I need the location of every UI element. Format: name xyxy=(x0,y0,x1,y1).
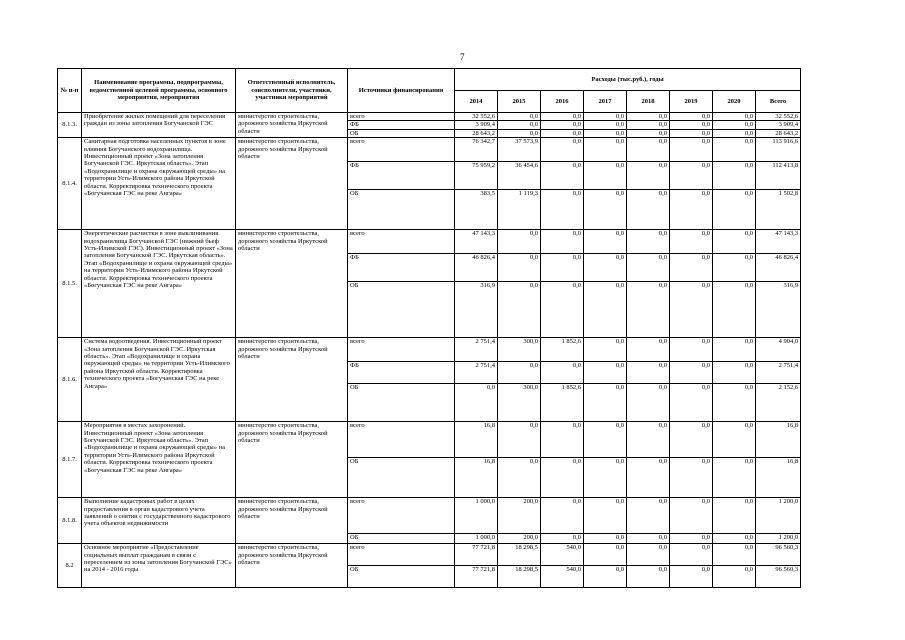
table-row xyxy=(58,230,801,254)
year-value: 1 000,0 xyxy=(455,498,498,534)
year-value: 300,0 xyxy=(498,384,541,422)
row-number: 8.1.4. xyxy=(58,138,82,230)
year-value: 47 143,3 xyxy=(455,230,498,254)
activity-name: Основное мероприятие «Предоставление социальных выплат гражданам в связи с переселением из зоны затопления Богучанской ГЭС» на 2014 - 2016 годы xyxy=(82,544,236,588)
year-value: 0,0 xyxy=(670,566,713,588)
year-value: 316,9 xyxy=(455,282,498,338)
year-value: 300,0 xyxy=(498,338,541,362)
executor: министерство строительства, дорожного хозяйства Иркутской области xyxy=(236,113,348,138)
funding-source: ОБ xyxy=(348,282,455,338)
year-value: 0,0 xyxy=(584,384,627,422)
year-value: 0,0 xyxy=(627,534,670,544)
year-value: 0,0 xyxy=(541,129,584,137)
year-value: 0,0 xyxy=(670,384,713,422)
year-value: 2 751,4 xyxy=(455,362,498,384)
header-year: 2018 xyxy=(627,91,670,113)
year-value: 0,0 xyxy=(584,121,627,129)
year-value: 0,0 xyxy=(627,230,670,254)
funding-source: всего xyxy=(348,422,455,458)
year-value: 0,0 xyxy=(670,544,713,566)
header-year: 2019 xyxy=(670,91,713,113)
header-name: Наименование программы, подпрограммы, ведомственной целевой программы, основного мероприятия, мероприятия xyxy=(82,69,236,113)
header-year: 2020 xyxy=(713,91,756,113)
table-row xyxy=(58,544,801,566)
table-row xyxy=(58,422,801,458)
year-value: 0,0 xyxy=(670,121,713,129)
year-value: 0,0 xyxy=(541,422,584,458)
year-value: 36 454,6 xyxy=(498,162,541,190)
year-value: 0,0 xyxy=(584,362,627,384)
year-value: 0,0 xyxy=(541,138,584,162)
year-value: 1 852,6 xyxy=(541,338,584,362)
year-value: 28 643,2 xyxy=(455,129,498,137)
funding-source: всего xyxy=(348,544,455,566)
total-value: 1 200,0 xyxy=(756,534,801,544)
funding-source: всего xyxy=(348,338,455,362)
year-value: 1 119,3 xyxy=(498,190,541,230)
funding-source: ФБ xyxy=(348,162,455,190)
funding-source: ФБ xyxy=(348,254,455,282)
activity-name: Приобретение жилых помещений для переселения граждан из зоны затопления Богучанской ГЭС xyxy=(82,113,236,138)
year-value: 0,0 xyxy=(713,162,756,190)
funding-source: всего xyxy=(348,498,455,534)
year-value: 0,0 xyxy=(584,162,627,190)
year-value: 0,0 xyxy=(498,254,541,282)
year-value: 0,0 xyxy=(713,458,756,498)
activity-name: Система водоотведения. Инвестиционный проект «Зона затопления Богучанской ГЭС. Иркутская область». Этап «Водохранилище и охрана окружающей среды» на территории Усть-Илимского района Иркутской области. Корректировка технического проекта «Богучанская ГЭС на реке Ангара» xyxy=(82,338,236,422)
year-value: 0,0 xyxy=(627,362,670,384)
row-number: 8.2 xyxy=(58,544,82,588)
year-value: 0,0 xyxy=(541,282,584,338)
year-value: 0,0 xyxy=(584,282,627,338)
header-year: 2016 xyxy=(541,91,584,113)
funding-source: ОБ xyxy=(348,190,455,230)
year-value: 0,0 xyxy=(627,138,670,162)
year-value: 0,0 xyxy=(670,282,713,338)
year-value: 0,0 xyxy=(627,458,670,498)
total-value: 96 560,3 xyxy=(756,544,801,566)
year-value: 0,0 xyxy=(627,566,670,588)
year-value: 0,0 xyxy=(455,384,498,422)
activity-name: Санитарная подготовка населенных пунктов в зоне влияния Богучанского водохранилища. Инвестиционный проект «Зона затопления Богучанской ГЭС. Иркутская область». Этап «Водохранилище и охрана окружающей среды» на территории Усть-Илимского района Иркутской области. Корректировка технического проекта «Богучанская ГЭС на реке Ангара» xyxy=(82,138,236,230)
year-value: 0,0 xyxy=(713,282,756,338)
executor: министерство строительства, дорожного хозяйства Иркутской области xyxy=(236,498,348,544)
year-value: 0,0 xyxy=(584,338,627,362)
year-value: 37 573,9 xyxy=(498,138,541,162)
year-value: 0,0 xyxy=(584,138,627,162)
year-value: 0,0 xyxy=(627,338,670,362)
year-value: 2 751,4 xyxy=(455,338,498,362)
funding-source: ФБ xyxy=(348,121,455,129)
year-value: 0,0 xyxy=(627,190,670,230)
year-value: 0,0 xyxy=(670,162,713,190)
year-value: 0,0 xyxy=(670,458,713,498)
year-value: 77 721,8 xyxy=(455,544,498,566)
year-value: 0,0 xyxy=(627,422,670,458)
year-value: 0,0 xyxy=(498,458,541,498)
year-value: 0,0 xyxy=(584,498,627,534)
total-value: 1 502,8 xyxy=(756,190,801,230)
header-expenses: Расходы (тыс.руб.), годы xyxy=(455,69,801,91)
header-source: Источники финансирования xyxy=(348,69,455,113)
year-value: 18 298,5 xyxy=(498,544,541,566)
year-value: 0,0 xyxy=(713,254,756,282)
year-value: 76 342,7 xyxy=(455,138,498,162)
funding-source: ФБ xyxy=(348,362,455,384)
executor: министерство строительства, дорожного хозяйства Иркутской области xyxy=(236,230,348,338)
year-value: 0,0 xyxy=(713,338,756,362)
table-row xyxy=(58,138,801,162)
year-value: 0,0 xyxy=(713,129,756,137)
year-value: 0,0 xyxy=(584,129,627,137)
funding-source: ОБ xyxy=(348,566,455,588)
total-value: 113 916,6 xyxy=(756,138,801,162)
year-value: 0,0 xyxy=(627,113,670,121)
year-value: 200,0 xyxy=(498,498,541,534)
year-value: 46 826,4 xyxy=(455,254,498,282)
total-value: 32 552,6 xyxy=(756,113,801,121)
year-value: 0,0 xyxy=(670,113,713,121)
activity-name: Выполнение кадастровых работ в целях предоставления в орган кадастрового учета заявлений о снятии с государственного кадастрового учета объектов недвижимости xyxy=(82,498,236,544)
year-value: 1 000,0 xyxy=(455,534,498,544)
year-value: 0,0 xyxy=(670,138,713,162)
total-value: 16,8 xyxy=(756,458,801,498)
year-value: 0,0 xyxy=(498,230,541,254)
year-value: 0,0 xyxy=(713,190,756,230)
year-value: 0,0 xyxy=(584,230,627,254)
year-value: 0,0 xyxy=(541,190,584,230)
total-value: 46 826,4 xyxy=(756,254,801,282)
year-value: 18 298,5 xyxy=(498,566,541,588)
funding-source: всего xyxy=(348,230,455,254)
total-value: 16,8 xyxy=(756,422,801,458)
year-value: 0,0 xyxy=(498,129,541,137)
year-value: 0,0 xyxy=(713,113,756,121)
year-value: 77 721,8 xyxy=(455,566,498,588)
year-value: 0,0 xyxy=(627,121,670,129)
row-number: 8.1.3. xyxy=(58,113,82,138)
year-value: 0,0 xyxy=(541,254,584,282)
year-value: 0,0 xyxy=(670,422,713,458)
year-value: 0,0 xyxy=(584,534,627,544)
page-number: 7 xyxy=(460,52,465,62)
row-number: 8.1.6. xyxy=(58,338,82,422)
row-number: 8.1.7. xyxy=(58,422,82,498)
expenses-table xyxy=(57,68,801,588)
year-value: 0,0 xyxy=(670,190,713,230)
header-year: 2017 xyxy=(584,91,627,113)
year-value: 0,0 xyxy=(541,362,584,384)
year-value: 32 552,6 xyxy=(455,113,498,121)
table-body xyxy=(58,113,801,588)
year-value: 0,0 xyxy=(627,129,670,137)
year-value: 540,0 xyxy=(541,544,584,566)
table-row xyxy=(58,338,801,362)
funding-source: ОБ xyxy=(348,458,455,498)
year-value: 0,0 xyxy=(498,113,541,121)
activity-name: Мероприятия в местах захоронений. Инвестиционный проект «Зона затопления Богучанской ГЭС. Иркутская область». Этап «Водохранилище и охрана окружающей среды» на территории Усть-Илимского района Иркутской области. Корректировка технического проекта «Богучанская ГЭС на реке Ангара» xyxy=(82,422,236,498)
year-value: 0,0 xyxy=(584,458,627,498)
year-value: 0,0 xyxy=(670,534,713,544)
total-value: 96 560,3 xyxy=(756,566,801,588)
year-value: 0,0 xyxy=(713,362,756,384)
year-value: 0,0 xyxy=(627,162,670,190)
year-value: 0,0 xyxy=(713,534,756,544)
executor: министерство строительства, дорожного хозяйства Иркутской области xyxy=(236,138,348,230)
year-value: 1 852,6 xyxy=(541,384,584,422)
year-value: 3 909,4 xyxy=(455,121,498,129)
total-value: 1 200,0 xyxy=(756,498,801,534)
year-value: 0,0 xyxy=(713,566,756,588)
year-value: 540,0 xyxy=(541,566,584,588)
year-value: 0,0 xyxy=(584,190,627,230)
year-value: 0,0 xyxy=(498,362,541,384)
year-value: 0,0 xyxy=(627,282,670,338)
year-value: 0,0 xyxy=(541,498,584,534)
year-value: 0,0 xyxy=(584,566,627,588)
year-value: 0,0 xyxy=(541,121,584,129)
year-value: 0,0 xyxy=(670,338,713,362)
year-value: 0,0 xyxy=(498,422,541,458)
year-value: 0,0 xyxy=(541,113,584,121)
year-value: 0,0 xyxy=(498,121,541,129)
total-value: 112 413,8 xyxy=(756,162,801,190)
year-value: 0,0 xyxy=(713,422,756,458)
total-value: 2 152,6 xyxy=(756,384,801,422)
year-value: 0,0 xyxy=(670,498,713,534)
year-value: 0,0 xyxy=(584,544,627,566)
year-value: 0,0 xyxy=(541,458,584,498)
year-value: 0,0 xyxy=(670,362,713,384)
year-value: 0,0 xyxy=(627,544,670,566)
activity-name: Энергетические расчистки в зоне выклинивания водохранилища Богучанской ГЭС (нижний бьеф Усть-Илимской ГЭС). Инвестиционный проект «Зона затопления Богучанской ГЭС. Иркутская область». Этап «Водохранилище и охрана окружающей среды» на территории Усть-Илимского района Иркутской области. Корректировка технического проекта «Богучанская ГЭС на реке Ангара» xyxy=(82,230,236,338)
funding-source: всего xyxy=(348,113,455,121)
year-value: 0,0 xyxy=(584,254,627,282)
year-value: 383,5 xyxy=(455,190,498,230)
year-value: 0,0 xyxy=(627,384,670,422)
total-value: 28 643,2 xyxy=(756,129,801,137)
year-value: 200,0 xyxy=(498,534,541,544)
year-value: 0,0 xyxy=(498,282,541,338)
year-value: 0,0 xyxy=(713,138,756,162)
total-value: 47 143,3 xyxy=(756,230,801,254)
row-number: 8.1.8. xyxy=(58,498,82,544)
year-value: 16,8 xyxy=(455,458,498,498)
year-value: 0,0 xyxy=(670,254,713,282)
header-total: Всего xyxy=(756,91,801,113)
year-value: 0,0 xyxy=(627,498,670,534)
table-row xyxy=(58,498,801,534)
executor: министерство строительства, дорожного хозяйства Иркутской области xyxy=(236,544,348,588)
year-value: 16,8 xyxy=(455,422,498,458)
year-value: 0,0 xyxy=(670,230,713,254)
year-value: 0,0 xyxy=(670,129,713,137)
year-value: 0,0 xyxy=(713,121,756,129)
total-value: 2 751,4 xyxy=(756,362,801,384)
year-value: 0,0 xyxy=(713,498,756,534)
funding-source: всего xyxy=(348,138,455,162)
year-value: 0,0 xyxy=(541,230,584,254)
executor: министерство строительства, дорожного хозяйства Иркутской области xyxy=(236,338,348,422)
executor: министерство строительства, дорожного хозяйства Иркутской области xyxy=(236,422,348,498)
header-year: 2014 xyxy=(455,91,498,113)
header-num: № п-п xyxy=(58,69,82,113)
year-value: 0,0 xyxy=(713,384,756,422)
header-executor: Ответственный исполнитель, соисполнители, участники, участники мероприятий xyxy=(236,69,348,113)
funding-source: ОБ xyxy=(348,534,455,544)
table-row xyxy=(58,113,801,121)
year-value: 0,0 xyxy=(627,254,670,282)
total-value: 3 909,4 xyxy=(756,121,801,129)
year-value: 75 959,2 xyxy=(455,162,498,190)
total-value: 4 904,0 xyxy=(756,338,801,362)
total-value: 316,9 xyxy=(756,282,801,338)
year-value: 0,0 xyxy=(541,534,584,544)
header-year: 2015 xyxy=(498,91,541,113)
year-value: 0,0 xyxy=(541,162,584,190)
row-number: 8.1.5. xyxy=(58,230,82,338)
year-value: 0,0 xyxy=(713,230,756,254)
funding-source: ОБ xyxy=(348,129,455,137)
funding-source: ОБ xyxy=(348,384,455,422)
year-value: 0,0 xyxy=(584,113,627,121)
year-value: 0,0 xyxy=(584,422,627,458)
year-value: 0,0 xyxy=(713,544,756,566)
